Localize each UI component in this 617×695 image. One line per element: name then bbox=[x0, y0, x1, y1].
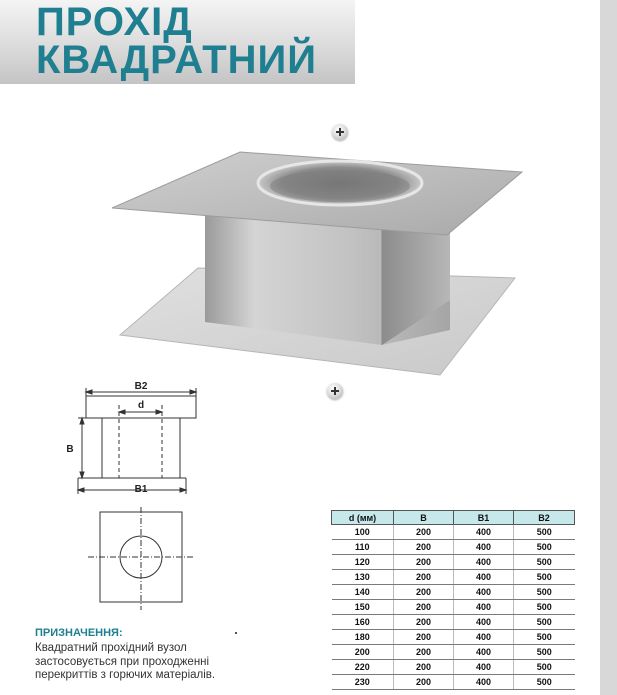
table-cell: 500 bbox=[514, 555, 575, 570]
table-cell: 500 bbox=[514, 540, 575, 555]
table-row bbox=[332, 570, 575, 585]
dim-label-b1: B1 bbox=[134, 484, 148, 495]
table-cell: 400 bbox=[454, 660, 514, 675]
table-cell: 500 bbox=[514, 570, 575, 585]
table-row bbox=[332, 660, 575, 675]
decorative-dot bbox=[235, 632, 237, 634]
table-cell: 150 bbox=[332, 600, 394, 615]
table-cell: 400 bbox=[454, 585, 514, 600]
table-cell: 500 bbox=[514, 585, 575, 600]
table-cell: 200 bbox=[394, 645, 454, 660]
plus-icon bbox=[332, 124, 348, 140]
col-header-b: B bbox=[394, 511, 454, 525]
table-row bbox=[332, 675, 575, 690]
side-view-drawing bbox=[60, 380, 210, 500]
table-cell: 160 bbox=[332, 615, 394, 630]
table-cell: 500 bbox=[514, 600, 575, 615]
table-cell: 500 bbox=[514, 525, 575, 540]
table-header-row bbox=[332, 511, 575, 525]
table-cell: 200 bbox=[394, 540, 454, 555]
page-title-line-1: ПРОХІД bbox=[36, 0, 193, 44]
purpose-text: Квадратний прохідний вузол застосовується при проходженні перекриттів з горючих матеріалів. bbox=[35, 642, 216, 681]
dim-label-b2: B2 bbox=[134, 381, 148, 392]
table-cell: 400 bbox=[454, 555, 514, 570]
table-cell: 130 bbox=[332, 570, 394, 585]
table-cell: 200 bbox=[394, 525, 454, 540]
table-cell: 180 bbox=[332, 630, 394, 645]
table-cell: 200 bbox=[394, 570, 454, 585]
right-edge-band bbox=[600, 0, 617, 695]
table-cell: 200 bbox=[394, 615, 454, 630]
table-cell: 230 bbox=[332, 675, 394, 690]
table-cell: 100 bbox=[332, 525, 394, 540]
dimensions-table bbox=[331, 510, 575, 690]
table-cell: 400 bbox=[454, 570, 514, 585]
table-cell: 200 bbox=[332, 645, 394, 660]
table-cell: 500 bbox=[514, 630, 575, 645]
table-row bbox=[332, 585, 575, 600]
table-cell: 400 bbox=[454, 600, 514, 615]
table-cell: 200 bbox=[394, 675, 454, 690]
table-cell: 500 bbox=[514, 675, 575, 690]
table-cell: 400 bbox=[454, 645, 514, 660]
table-cell: 200 bbox=[394, 600, 454, 615]
page-title-line-2: КВАДРАТНИЙ bbox=[36, 38, 318, 82]
table-cell: 200 bbox=[394, 555, 454, 570]
table-row bbox=[332, 600, 575, 615]
table-cell: 110 bbox=[332, 540, 394, 555]
table-cell: 200 bbox=[394, 630, 454, 645]
table-cell: 220 bbox=[332, 660, 394, 675]
table-row bbox=[332, 555, 575, 570]
dim-label-d: d bbox=[137, 400, 145, 411]
table-row bbox=[332, 525, 575, 540]
table-cell: 400 bbox=[454, 675, 514, 690]
plus-icon bbox=[327, 383, 343, 399]
table-cell: 400 bbox=[454, 525, 514, 540]
col-header-b1: B1 bbox=[454, 511, 514, 525]
table-row bbox=[332, 645, 575, 660]
col-header-b2: B2 bbox=[514, 511, 575, 525]
table-row bbox=[332, 615, 575, 630]
table-cell: 200 bbox=[394, 585, 454, 600]
table-cell: 500 bbox=[514, 645, 575, 660]
table-cell: 500 bbox=[514, 615, 575, 630]
purpose-heading: ПРИЗНАЧЕННЯ: bbox=[35, 627, 123, 639]
table-cell: 400 bbox=[454, 615, 514, 630]
table-cell: 140 bbox=[332, 585, 394, 600]
dim-label-b: B bbox=[66, 444, 74, 455]
table-row bbox=[332, 540, 575, 555]
top-view-drawing bbox=[85, 505, 195, 615]
table-cell: 400 bbox=[454, 630, 514, 645]
col-header-d: d (мм) bbox=[332, 511, 394, 525]
table-cell: 500 bbox=[514, 660, 575, 675]
table-row bbox=[332, 630, 575, 645]
table-cell: 200 bbox=[394, 660, 454, 675]
table-cell: 400 bbox=[454, 540, 514, 555]
product-illustration bbox=[110, 145, 530, 380]
table-cell: 120 bbox=[332, 555, 394, 570]
